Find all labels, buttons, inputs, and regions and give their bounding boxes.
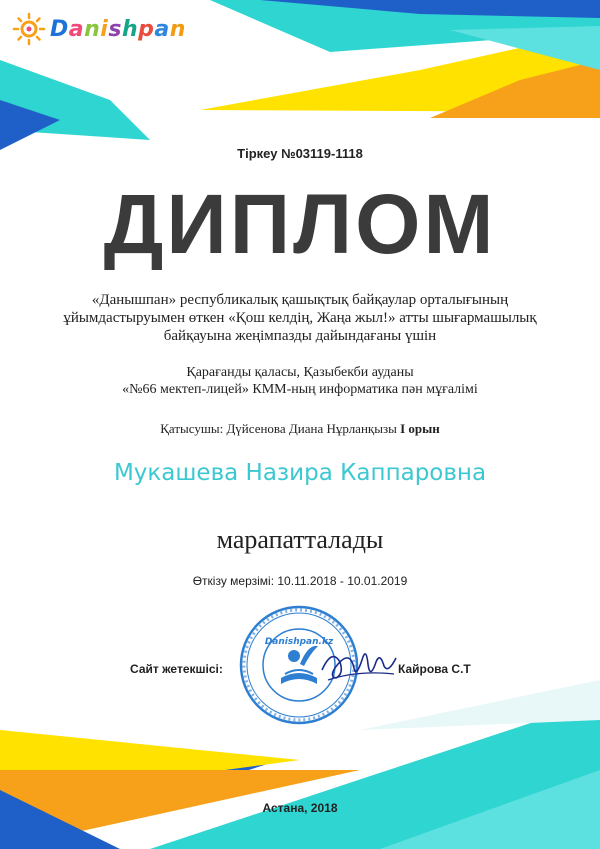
recipient-position [0,364,600,398]
logo-letter: s [108,16,122,42]
city-year: Астана, 2018 [262,801,338,815]
logo-letter: n [169,16,186,42]
description-line: ұйымдастыруымен өткен «Қош келдің, Жаңа жыл!» атты шығармашылық [63,310,537,326]
diploma-title: ДИПЛОМ [103,177,497,271]
logo-text [50,17,186,42]
logo-letter: a [154,16,170,42]
place-line: «№66 мектеп-лицей» КММ-ның информатика пән мұғалімі [122,382,478,397]
logo-letter: D [50,16,69,42]
logo-letter: n [84,16,101,42]
logo-letter: h [121,16,139,42]
contest-period: Өткізу мерзімі: 10.11.2018 - 10.01.2019 [192,574,408,588]
logo-letter: a [68,16,85,42]
participant-rank: І орын [400,421,440,436]
description-line: байқауына жеңімпазды дайындағаны үшін [163,328,437,344]
award-description [0,291,600,345]
participant-line [0,421,600,437]
curator-name: Кайрова С.Т [398,662,471,676]
registration-number: Тіркеу №03119-1118 [237,146,363,161]
sun-icon [12,12,46,46]
place-line: Қарағанды қаласы, Қазыбекби ауданы [186,365,414,380]
danishpan-logo [12,12,186,46]
description-line: «Данышпан» республикалық қашықтық байқаулар орталығының [91,292,509,308]
curator-label: Сайт жетекшісі: [130,662,223,676]
handwritten-signature [318,640,400,690]
stamp-text: Danishpan.kz [264,637,334,647]
participant-label: Қатысушы: Дүйсенова Диана Нұрланқызы [160,421,397,436]
awarded-text: марапатталады [216,525,384,554]
recipient-name: Мукашева Назира Каппаровна [113,460,487,486]
logo-letter: i [100,16,109,42]
logo-letter: p [138,16,155,42]
